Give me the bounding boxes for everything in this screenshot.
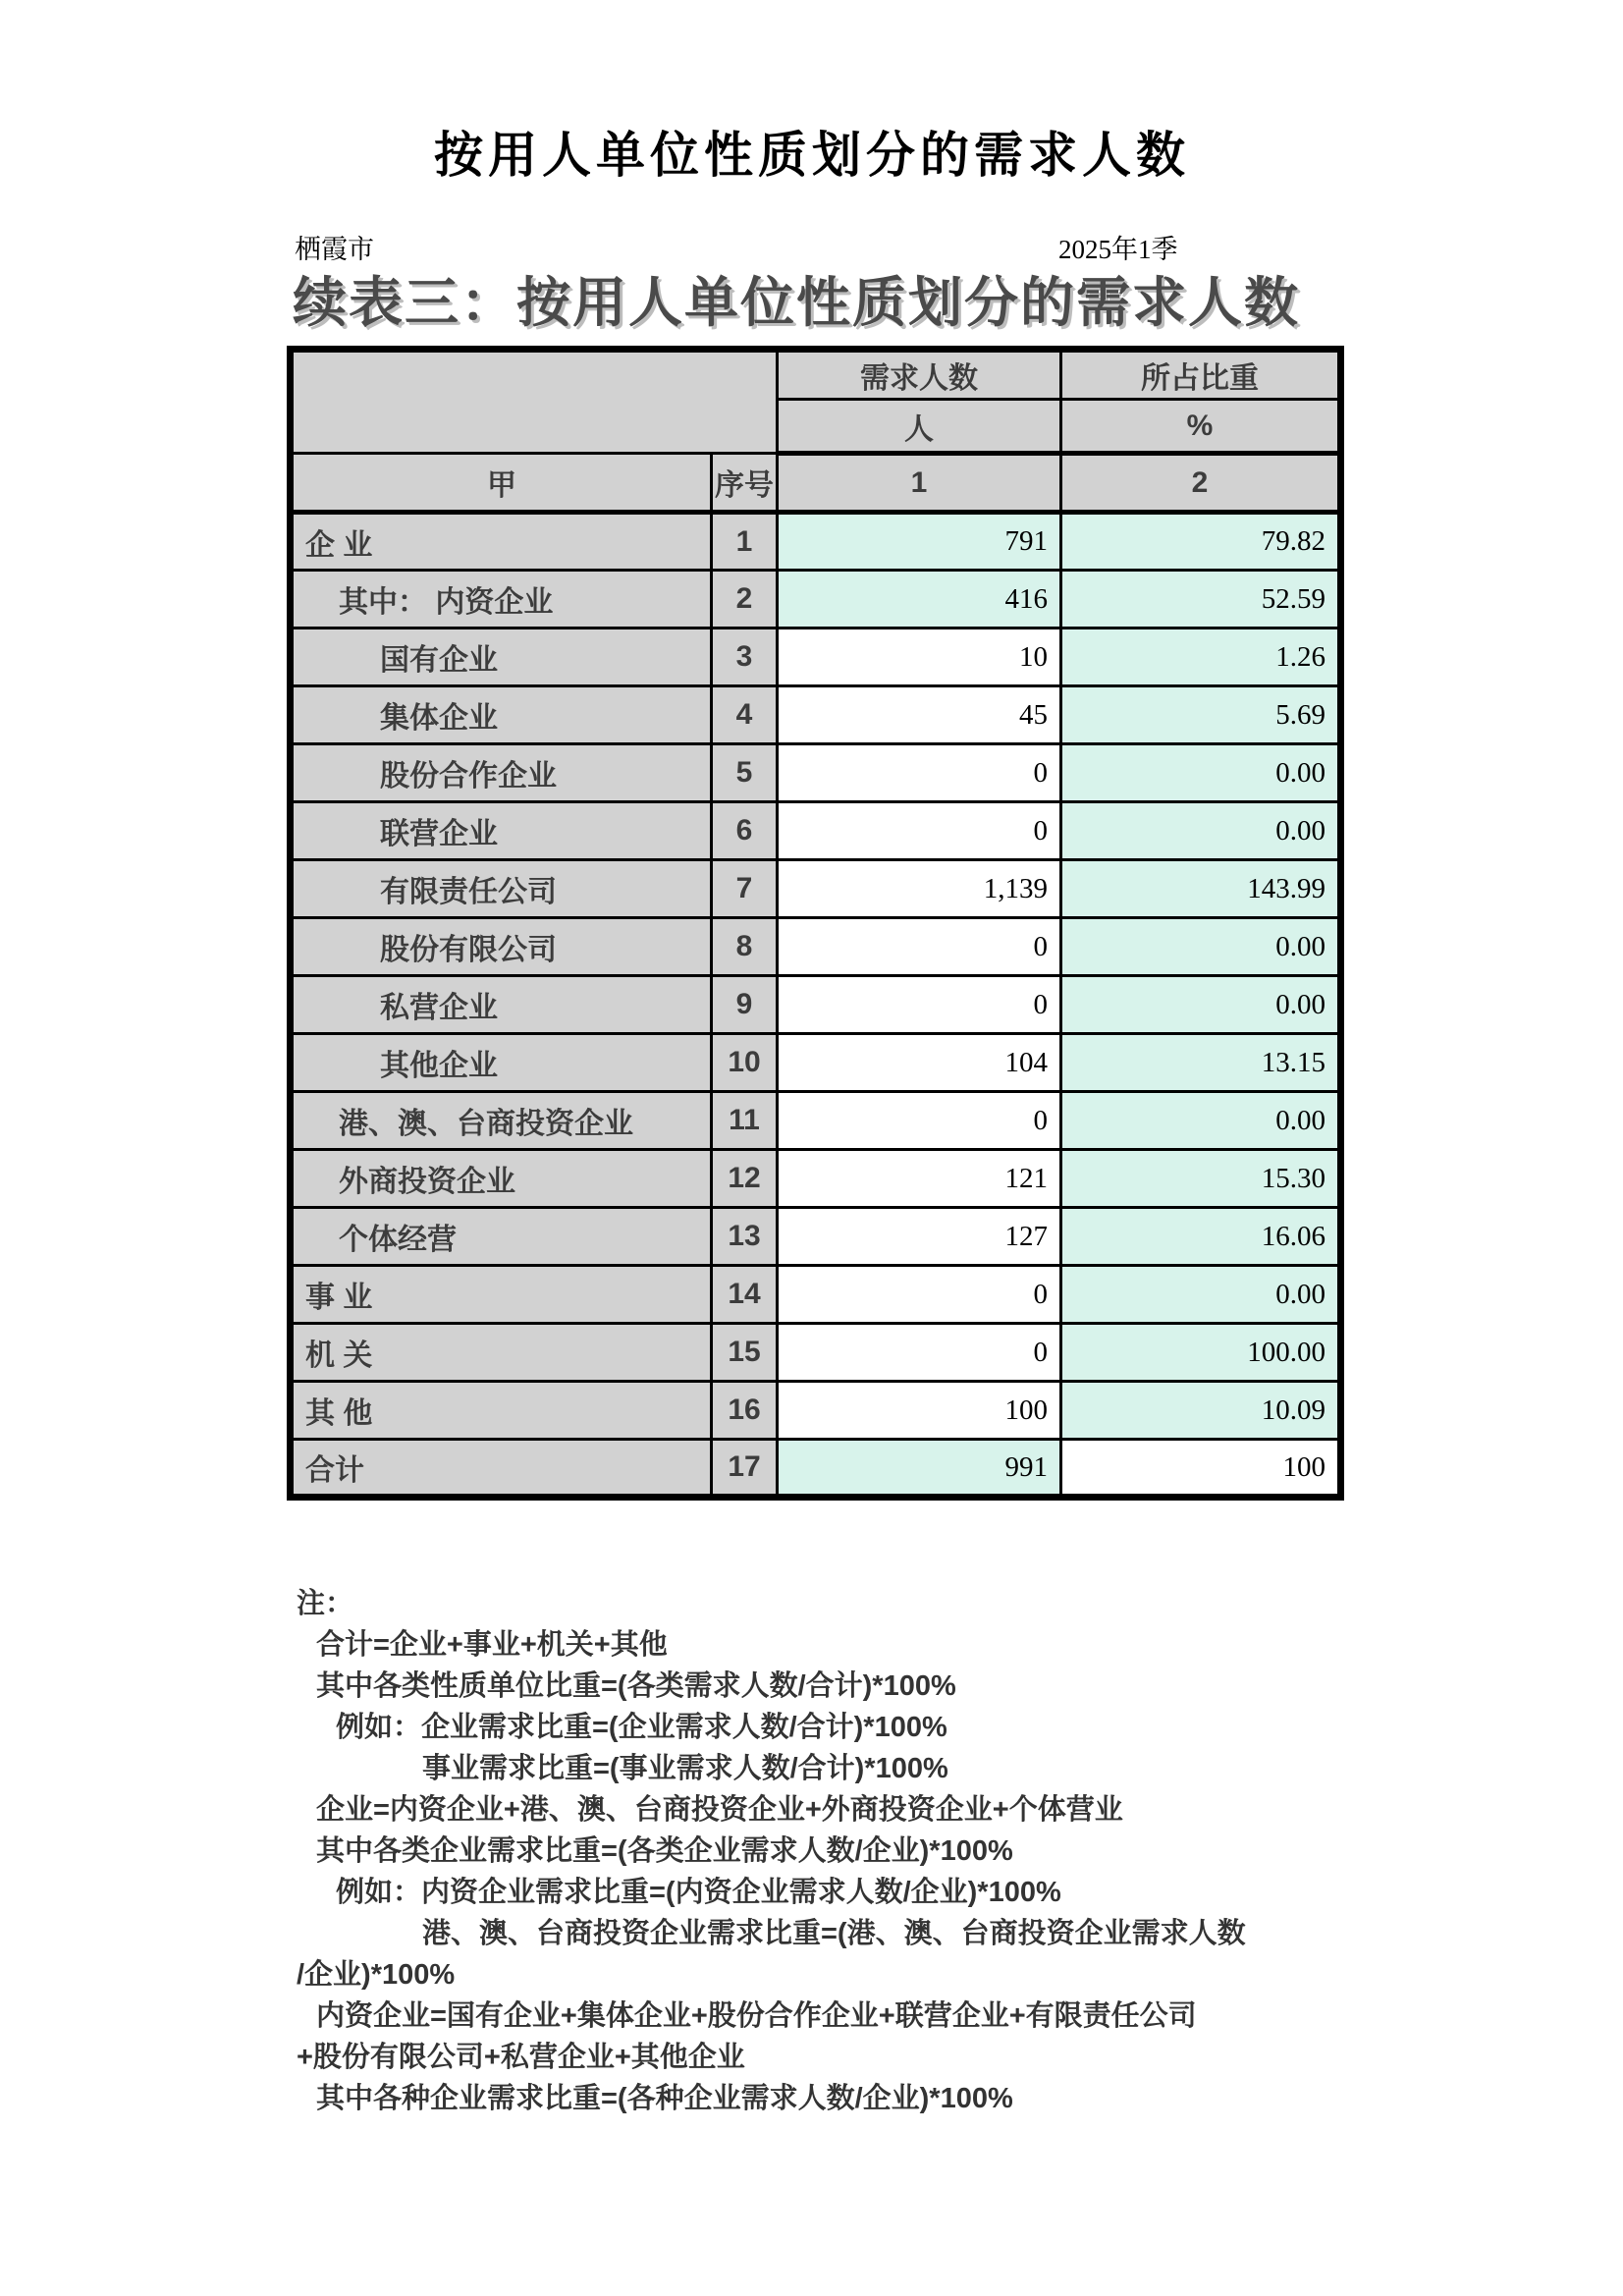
row-label: 个体经营 — [291, 1208, 712, 1266]
note-line: 合计=企业+事业+机关+其他 — [316, 1629, 668, 1661]
share-value: 52.59 — [1061, 571, 1341, 629]
note-line: +股份有限公司+私营企业+其他企业 — [297, 2042, 745, 2073]
header-demand-index: 1 — [778, 454, 1061, 513]
demand-value: 0 — [778, 744, 1061, 802]
row-seq: 13 — [712, 1208, 778, 1266]
meta-city: 栖霞市 — [295, 235, 374, 264]
row-seq: 7 — [712, 860, 778, 918]
row-label: 企 业 — [291, 513, 712, 571]
row-seq: 9 — [712, 976, 778, 1034]
share-value: 5.69 — [1061, 686, 1341, 744]
row-seq: 11 — [712, 1092, 778, 1150]
table-row — [291, 1034, 1341, 1092]
row-label: 股份合作企业 — [291, 744, 712, 802]
share-value: 0.00 — [1061, 744, 1341, 802]
table-subtitle: 续表三：按用人单位性质划分的需求人数 — [293, 272, 1301, 333]
table-body — [291, 513, 1341, 1498]
table-row — [291, 918, 1341, 976]
table-row — [291, 571, 1341, 629]
row-seq: 17 — [712, 1440, 778, 1498]
row-label: 其中： 内资企业 — [291, 571, 712, 629]
row-label: 私营企业 — [291, 976, 712, 1034]
demand-value: 991 — [778, 1440, 1061, 1498]
header-stub-blank — [291, 350, 778, 454]
table-row — [291, 629, 1341, 686]
row-label: 事 业 — [291, 1266, 712, 1324]
header-share-group: 所占比重 — [1061, 350, 1341, 400]
header-row-index — [291, 454, 1341, 513]
table-row — [291, 1440, 1341, 1498]
table-row — [291, 744, 1341, 802]
header-demand-group: 需求人数 — [778, 350, 1061, 400]
demand-value: 0 — [778, 976, 1061, 1034]
row-label: 有限责任公司 — [291, 860, 712, 918]
row-label: 集体企业 — [291, 686, 712, 744]
table-row — [291, 1092, 1341, 1150]
row-seq: 14 — [712, 1266, 778, 1324]
demand-value: 0 — [778, 1092, 1061, 1150]
table-row — [291, 1266, 1341, 1324]
share-value: 0.00 — [1061, 918, 1341, 976]
row-seq: 5 — [712, 744, 778, 802]
share-value: 0.00 — [1061, 1266, 1341, 1324]
table-row — [291, 976, 1341, 1034]
row-seq: 2 — [712, 571, 778, 629]
table-row — [291, 686, 1341, 744]
header-share-index: 2 — [1061, 454, 1341, 513]
share-value: 143.99 — [1061, 860, 1341, 918]
demand-value: 127 — [778, 1208, 1061, 1266]
page-title: 按用人单位性质划分的需求人数 — [434, 128, 1190, 183]
demand-value: 0 — [778, 802, 1061, 860]
row-label: 合计 — [291, 1440, 712, 1498]
row-label: 其 他 — [291, 1382, 712, 1440]
demand-value: 0 — [778, 918, 1061, 976]
demand-value: 0 — [778, 1266, 1061, 1324]
note-line: 其中各类性质单位比重=(各类需求人数/合计)*100% — [316, 1670, 956, 1702]
share-value: 0.00 — [1061, 1092, 1341, 1150]
share-value: 100.00 — [1061, 1324, 1341, 1382]
header-stub-label: 甲 — [291, 454, 712, 513]
header-demand-unit: 人 — [778, 400, 1061, 454]
share-value: 10.09 — [1061, 1382, 1341, 1440]
demand-value: 121 — [778, 1150, 1061, 1208]
table-row — [291, 1324, 1341, 1382]
notes — [287, 1583, 1386, 2119]
demand-value: 0 — [778, 1324, 1061, 1382]
note-line: 企业=内资企业+港、澳、台商投资企业+外商投资企业+个体营业 — [316, 1794, 1123, 1826]
share-value: 15.30 — [1061, 1150, 1341, 1208]
row-seq: 3 — [712, 629, 778, 686]
meta-period: 2025年1季 — [1058, 235, 1178, 264]
share-value: 79.82 — [1061, 513, 1341, 571]
table-row — [291, 802, 1341, 860]
row-label: 股份有限公司 — [291, 918, 712, 976]
note-line: 内资企业=国有企业+集体企业+股份合作企业+联营企业+有限责任公司 — [316, 2000, 1197, 2032]
row-seq: 8 — [712, 918, 778, 976]
note-line: 注： — [297, 1588, 354, 1619]
note-line: 事业需求比重=(事业需求人数/合计)*100% — [422, 1753, 948, 1784]
row-label: 其他企业 — [291, 1034, 712, 1092]
note-line: 例如：内资企业需求比重=(内资企业需求人数/企业)*100% — [336, 1877, 1061, 1908]
header-share-unit: % — [1061, 400, 1341, 454]
note-line: 港、澳、台商投资企业需求比重=(港、澳、台商投资企业需求人数 — [422, 1918, 1246, 1949]
row-label: 外商投资企业 — [291, 1150, 712, 1208]
row-seq: 10 — [712, 1034, 778, 1092]
share-value: 16.06 — [1061, 1208, 1341, 1266]
demand-value: 45 — [778, 686, 1061, 744]
note-line: /企业)*100% — [297, 1959, 456, 1991]
note-line: 其中各类企业需求比重=(各类企业需求人数/企业)*100% — [316, 1835, 1013, 1867]
row-seq: 1 — [712, 513, 778, 571]
table-row — [291, 513, 1341, 571]
share-value: 1.26 — [1061, 629, 1341, 686]
row-seq: 4 — [712, 686, 778, 744]
statistics-table — [287, 346, 1344, 1501]
row-label: 机 关 — [291, 1324, 712, 1382]
table-row — [291, 1382, 1341, 1440]
row-seq: 6 — [712, 802, 778, 860]
row-seq: 12 — [712, 1150, 778, 1208]
table-row — [291, 1208, 1341, 1266]
share-value: 0.00 — [1061, 976, 1341, 1034]
demand-value: 791 — [778, 513, 1061, 571]
note-line: 例如：企业需求比重=(企业需求人数/合计)*100% — [336, 1712, 947, 1743]
share-value: 0.00 — [1061, 802, 1341, 860]
header-row-groups — [291, 350, 1341, 400]
row-seq: 15 — [712, 1324, 778, 1382]
row-seq: 16 — [712, 1382, 778, 1440]
row-label: 国有企业 — [291, 629, 712, 686]
demand-value: 100 — [778, 1382, 1061, 1440]
table-row — [291, 860, 1341, 918]
table-row — [291, 1150, 1341, 1208]
row-label: 港、澳、台商投资企业 — [291, 1092, 712, 1150]
demand-value: 10 — [778, 629, 1061, 686]
header-seq-label: 序号 — [712, 454, 778, 513]
demand-value: 416 — [778, 571, 1061, 629]
demand-value: 1,139 — [778, 860, 1061, 918]
share-value: 13.15 — [1061, 1034, 1341, 1092]
note-line: 其中各种企业需求比重=(各种企业需求人数/企业)*100% — [316, 2083, 1013, 2114]
demand-value: 104 — [778, 1034, 1061, 1092]
row-label: 联营企业 — [291, 802, 712, 860]
table-header — [291, 350, 1341, 513]
share-value: 100 — [1061, 1440, 1341, 1498]
